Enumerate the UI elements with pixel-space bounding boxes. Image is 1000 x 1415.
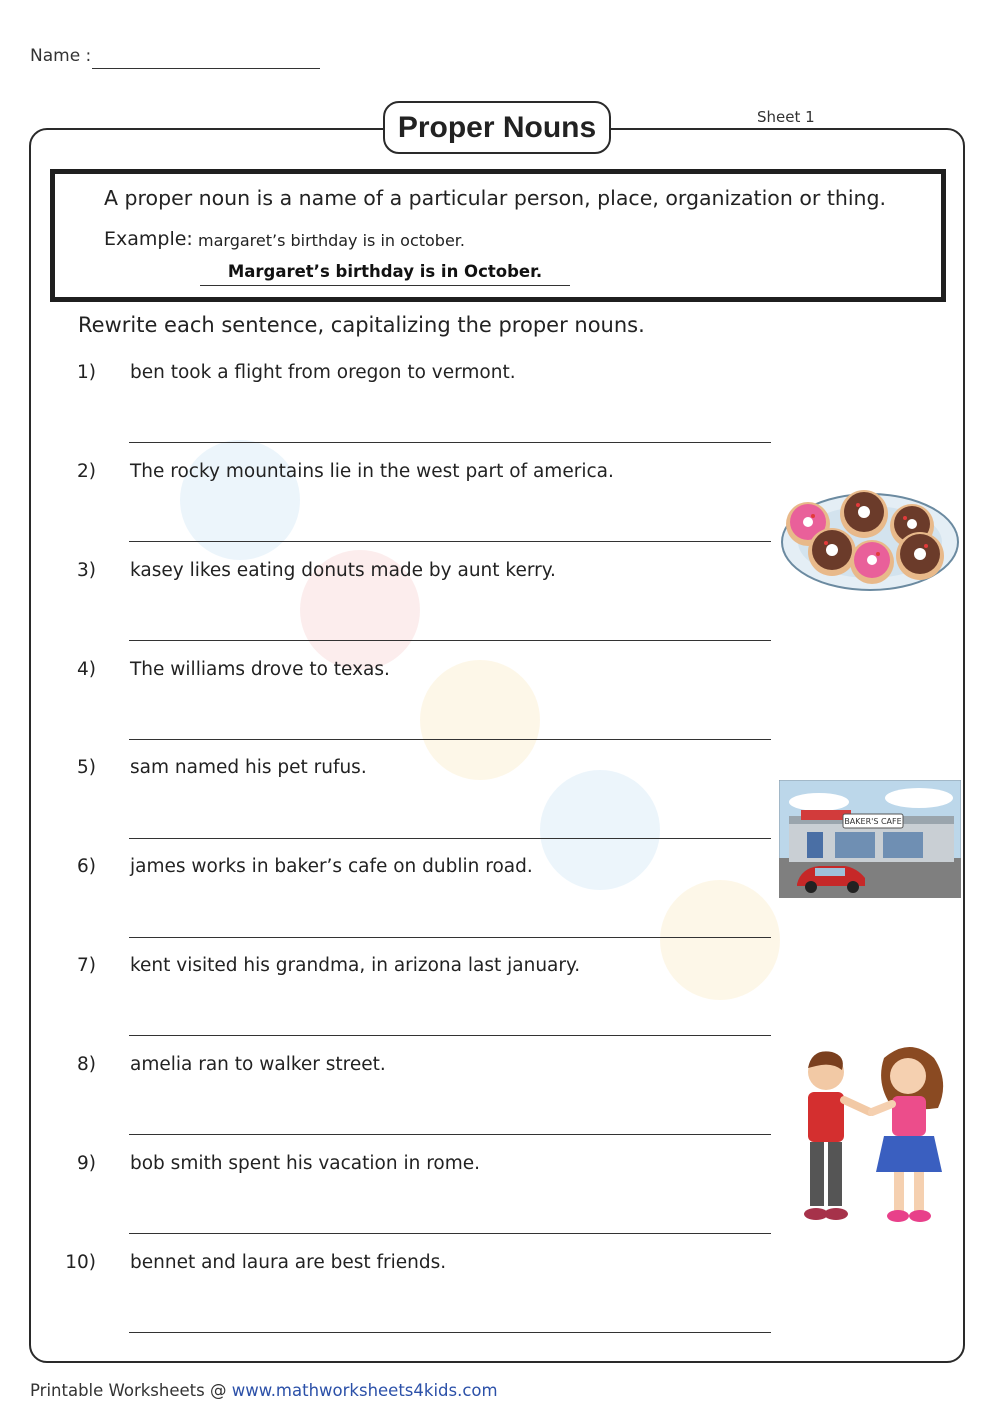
footer-link[interactable]: www.mathworksheets4kids.com: [231, 1381, 498, 1400]
question-text: bennet and laura are best friends.: [130, 1252, 447, 1273]
question-number: 6): [77, 856, 96, 877]
question-text: The williams drove to texas.: [130, 659, 390, 680]
cafe-illustration: [779, 780, 961, 898]
question-text: The rocky mountains lie in the west part of america.: [130, 461, 614, 482]
answer-line[interactable]: [129, 1134, 771, 1135]
example-sentence: margaret’s birthday is in october.: [198, 231, 465, 250]
answer-line[interactable]: [129, 838, 771, 839]
answer-line[interactable]: [129, 1332, 771, 1333]
answer-line[interactable]: [129, 1035, 771, 1036]
question-number: 10): [65, 1252, 96, 1273]
question-text: sam named his pet rufus.: [130, 757, 367, 778]
question-text: kasey likes eating donuts made by aunt kerry.: [130, 560, 556, 581]
sheet-label: Sheet 1: [757, 108, 815, 126]
question-text: amelia ran to walker street.: [130, 1054, 386, 1075]
question-number: 9): [77, 1153, 96, 1174]
name-answer-line[interactable]: [92, 68, 320, 69]
answer-line[interactable]: [129, 937, 771, 938]
example-answer-line: [200, 285, 570, 286]
donuts-illustration: [780, 490, 960, 594]
answer-line[interactable]: [129, 1233, 771, 1234]
answer-line[interactable]: [129, 640, 771, 641]
question-number: 8): [77, 1054, 96, 1075]
footer-label: Printable Worksheets @: [30, 1381, 232, 1400]
question-number: 3): [77, 560, 96, 581]
example-answer: Margaret’s birthday is in October.: [227, 262, 543, 281]
question-number: 2): [77, 461, 96, 482]
question-number: 7): [77, 955, 96, 976]
question-text: kent visited his grandma, in arizona last january.: [130, 955, 581, 976]
question-number: 4): [77, 659, 96, 680]
question-text: james works in baker’s cafe on dublin road.: [130, 856, 533, 877]
kids-illustration: [792, 1042, 956, 1228]
answer-line[interactable]: [129, 541, 771, 542]
page-title: Proper Nouns: [383, 101, 611, 154]
definition-text: A proper noun is a name of a particular person, place, organization or thing.: [104, 186, 887, 210]
example-label: Example:: [104, 228, 193, 250]
question-number: 1): [77, 362, 96, 383]
question-text: bob smith spent his vacation in rome.: [130, 1153, 481, 1174]
question-number: 5): [77, 757, 96, 778]
footer: [30, 1381, 498, 1400]
answer-line[interactable]: [129, 442, 771, 443]
instruction-text: Rewrite each sentence, capitalizing the proper nouns.: [78, 313, 645, 337]
answer-line[interactable]: [129, 739, 771, 740]
question-text: ben took a flight from oregon to vermont.: [130, 362, 516, 383]
cafe-sign-text: BAKER'S CAFE: [844, 817, 902, 826]
name-label: Name :: [30, 46, 92, 66]
